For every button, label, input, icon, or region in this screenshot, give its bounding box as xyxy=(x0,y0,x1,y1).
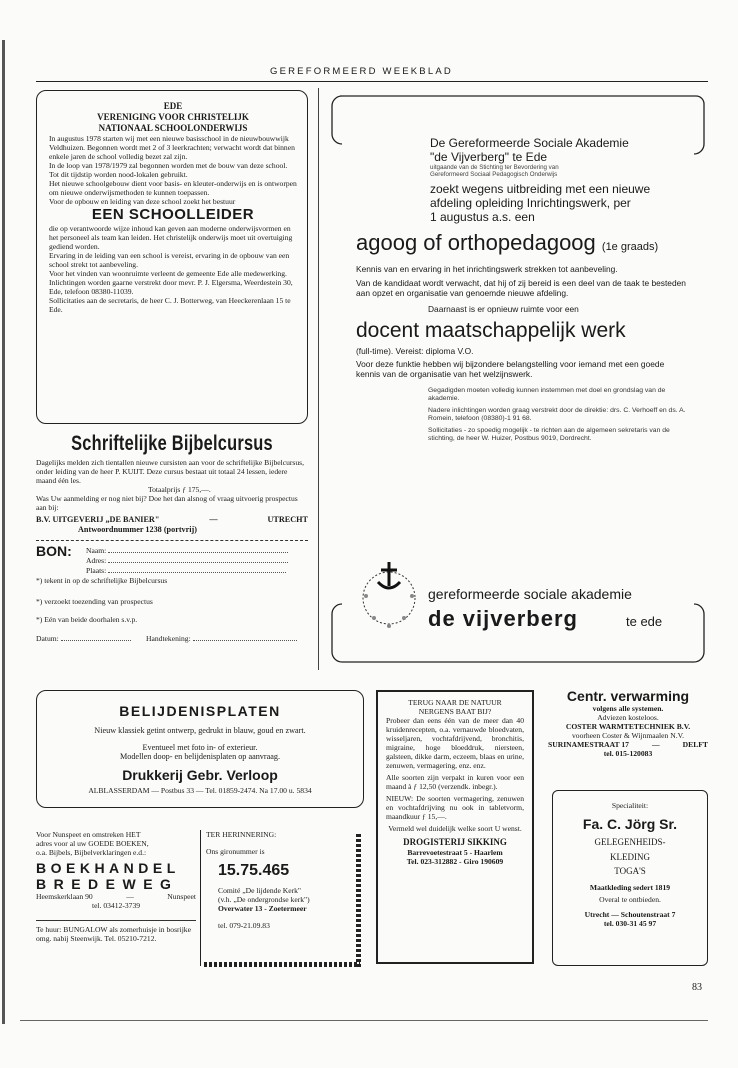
datum-field[interactable] xyxy=(36,633,131,643)
akademie-intro-2: "de Vijverberg" te Ede xyxy=(430,150,548,164)
akademie-logo-name: de vijverberg xyxy=(428,606,578,631)
boekhandel-intro: Voor Nunspeet en omstreken HET xyxy=(36,830,141,839)
adres-field[interactable] xyxy=(86,555,288,565)
boekhandel-rule xyxy=(36,920,196,921)
ede-para: Voor het vinden van woonruimte verleent de gemeente Ede alle medewerking. xyxy=(49,269,287,278)
adres-label: Adres: xyxy=(86,556,107,566)
natuur-heading-2: NERGENS BAAT BIJ? xyxy=(418,707,492,716)
cursus-city: UTRECHT xyxy=(267,515,308,524)
ede-para: Het nieuwe schoolgebouw dient voor basis- en kleuter-onderwijs en is ontworpen om nieuwe onderwijsmethoden te kunnen toepassen. xyxy=(49,179,297,197)
page-left-edge xyxy=(2,40,5,1024)
verwarming-phone: tel. 015-120083 xyxy=(603,749,653,758)
akademie-para: Kennis van en ervaring in het inrichtingswerk strekken tot aanbeveling. xyxy=(356,264,618,274)
akademie-logo-icon xyxy=(356,556,426,636)
verwarming-dash: — xyxy=(652,740,660,749)
bon-label: BON: xyxy=(36,543,72,560)
belijdenis-title: BELIJDENISPLATEN xyxy=(119,703,281,719)
natuur-heading-1: TERUG NAAR DE NATUUR xyxy=(408,698,502,707)
plaats-label: Plaats: xyxy=(86,566,107,576)
job-1-title: agoog of orthopedagoog xyxy=(356,230,596,255)
verwarming-title: Centr. verwarming xyxy=(566,688,690,704)
boekhandel-city: Nunspeet xyxy=(167,892,196,901)
naam-field[interactable] xyxy=(86,545,288,555)
header-rule xyxy=(36,81,708,82)
akademie-small-2: Gereformeerd Sociaal Pedagogisch Onderwijs xyxy=(430,171,558,178)
page-number: 83 xyxy=(692,982,702,993)
jorg-spec: Specialiteit: xyxy=(611,801,649,810)
handtekening-label: Handtekening: xyxy=(146,634,191,644)
ede-job-title: EEN SCHOOLLEIDER xyxy=(91,206,255,223)
jorg-name: Fa. C. Jörg Sr. xyxy=(582,816,678,832)
boekhandel-address xyxy=(36,892,196,901)
verwarming-street: SURINAMESTRAAT 17 xyxy=(548,740,629,749)
jorg-line: Maatkleding sedert 1819 xyxy=(589,882,671,892)
ede-para: Sollicitaties aan de secretaris, de heer C. J. Botterweg, van Heeckerenlaan 15 te Ede. xyxy=(49,296,291,314)
boekhandel-ad xyxy=(36,830,196,943)
cursus-price: Totaalprijs ƒ 175,—. xyxy=(148,485,211,494)
ede-heading xyxy=(49,101,297,134)
akademie-intro-1: De Gereformeerde Sociale Akademie xyxy=(430,136,629,150)
akademie-para: Van de kandidaat wordt verwacht, dat hij of zij bereid is een deel van de taak te besteden aan opzet en organisatie van genoemde nieuwe afdeling. xyxy=(356,278,686,298)
boekhandel-divider xyxy=(200,830,201,966)
akademie-para: Voor deze funktie hebben wij bijzondere belangstelling voor iemand met een goede kennis van de organisatie van het welzijnswerk. xyxy=(356,359,665,379)
akademie-seek-2: afdeling opleiding Inrichtingswerk, per xyxy=(430,196,631,210)
ede-para: In de loop van 1978/1979 zal begonnen worden met de bouw van deze school. Tot dit tijdstip worden nood-lokalen gebruikt. xyxy=(49,161,288,179)
bungalow-ad: Te huur: BUNGALOW als zomerhuisje in bosrijke omg. nabij Steenwijk. Tel. 05210-7212. xyxy=(36,925,191,943)
jorg-city: Utrecht xyxy=(584,909,610,919)
verwarming-line: volgens alle systemen. xyxy=(592,704,664,713)
akademie-logo-line: gereformeerde sociale akademie xyxy=(428,586,632,602)
akademie-small-para: Gegadigden moeten volledig kunnen instemmen met doel en grondslag van de akademie. xyxy=(428,387,666,403)
belijdenis-address: ALBLASSERDAM — Postbus 33 — Tel. 01859-2474. Na 17.00 u. 5834 xyxy=(88,785,312,795)
verwarming-line: voorheen Coster & Wijnmaalen N.V. xyxy=(571,731,685,740)
jorg-phone: tel. 030-31 45 97 xyxy=(603,918,657,928)
drogisterij-phone: Tel. 023-312882 - Giro 190609 xyxy=(406,856,504,866)
herinnering-title: TER HERINNERING: xyxy=(206,830,277,839)
drogisterij-ad xyxy=(376,690,534,964)
ede-para: Voor de opbouw en leiding van deze school zoekt het bestuur xyxy=(49,197,236,206)
belijdenis-printer: Drukkerij Gebr. Verloop xyxy=(122,766,278,783)
belijdenis-line: Nieuw klassiek getint ontwerp, gedrukt in blauw, goud en zwart. xyxy=(94,726,306,735)
akademie-para: Daarnaast is er opnieuw ruimte voor een xyxy=(428,304,579,314)
boekhandel-street: Heemskerklaan 90 xyxy=(36,892,93,901)
akademie-logo-suffix: te ede xyxy=(626,614,663,629)
ede-para: Ervaring in de leiding van een school is vereist, ervaring in de opbouw van een school strekt tot aanbeveling. xyxy=(49,251,290,269)
boekhandel-intro: adres voor al uw GOEDE BOEKEN, xyxy=(36,839,149,848)
akademie-job-1 xyxy=(356,230,686,260)
herinnering-line: Overwater 13 - Zoetermeer xyxy=(218,904,307,913)
jorg-address xyxy=(557,910,703,919)
belijdenis-line: Eventueel met foto in- of exterieur. xyxy=(142,742,258,752)
jorg-street: Schoutenstraat 7 xyxy=(620,909,676,919)
herinnering-line: Ons gironummer is xyxy=(206,847,265,856)
page-bottom-edge xyxy=(20,1020,708,1021)
akademie-small-block xyxy=(356,387,686,443)
verwarming-line: Adviezen kosteloos. xyxy=(597,713,659,722)
herinnering-border-right xyxy=(356,834,361,968)
ede-para: In augustus 1978 starten wij met een nieuwe basisschool in de nieuwbouwwijk Veldhuizen. Begonnen wordt met 2 of 3 leerkrachten; verwacht wordt dat binnen enkele jaren de school volledig bezet zal zijn. xyxy=(49,134,295,161)
akademie-ad xyxy=(356,136,686,443)
herinnering-border-bottom xyxy=(204,962,360,967)
herinnering-phone: tel. 079-21.09.83 xyxy=(218,921,270,930)
verwarming-city: DELFT xyxy=(682,740,708,749)
verwarming-ad xyxy=(544,688,712,758)
coupon xyxy=(36,541,308,649)
jorg-line: KLEDING xyxy=(610,851,650,862)
verwarming-address xyxy=(544,740,712,749)
option-1[interactable]: *) tekent in op de schriftelijke Bijbelcursus xyxy=(36,576,168,586)
jorg-line: TOGA'S xyxy=(614,866,646,877)
job-1-suffix: (1e graads) xyxy=(601,241,659,253)
cursus-publisher: B.V. UITGEVERIJ „DE BANIER" xyxy=(36,515,160,524)
page-header: GEREFORMEERD WEEKBLAD xyxy=(270,66,453,77)
belijdenis-line: Modellen doop- en belijdenisplaten op aanvraag. xyxy=(119,752,281,762)
akademie-small-para: Sollicitaties - zo spoedig mogelijk - te richten aan de algemeen sekretaris van de stichting, de heer W. Huizer, Postbus 9019, Dordrecht. xyxy=(428,426,670,443)
akademie-job-2: docent maatschappelijk werk xyxy=(356,319,626,342)
cursus-antwoord: Antwoordnummer 1238 (portvrij) xyxy=(78,524,198,534)
ede-heading-1: EDE xyxy=(163,101,183,111)
cursus-title: Schriftelijke Bijbelcursus xyxy=(71,432,273,455)
natuur-para: Vermeld wel duidelijk welke soort U wenst. xyxy=(388,824,522,833)
datum-label: Datum: xyxy=(36,634,59,644)
herinnering-giro: 15.75.465 xyxy=(218,862,290,879)
belijdenis-ad xyxy=(36,690,364,808)
ede-school-ad xyxy=(36,90,308,424)
akademie-intro xyxy=(356,136,686,224)
plaats-field[interactable] xyxy=(86,565,286,575)
cursus-publisher-line xyxy=(36,515,308,525)
akademie-para: (full-time). Vereist: diploma V.O. xyxy=(356,346,474,356)
herinnering-ad xyxy=(206,830,356,930)
ede-heading-3: NATIONAAL SCHOOLONDERWIJS xyxy=(98,123,248,133)
boekhandel-name-1: BOEKHANDEL xyxy=(36,860,180,876)
akademie-seek-3: 1 augustus a.s. een xyxy=(430,210,535,224)
bijbelcursus-ad xyxy=(36,432,308,649)
boekhandel-name-2: BREDEWEG xyxy=(36,876,179,892)
ede-para: Inlichtingen worden gaarne verstrekt door mevr. P. J. Elgersma, Weerdestein 30, Ede, telefoon 08380-11039. xyxy=(49,278,293,296)
option-note: *) Eén van beide doorhalen s.v.p. xyxy=(36,615,138,625)
herinnering-line: Comité „De lijdende Kerk" xyxy=(218,886,302,895)
cursus-dash: — xyxy=(209,515,218,524)
ede-heading-2: VERENIGING VOOR CHRISTELIJK xyxy=(97,112,249,122)
drogisterij-address: Barrevoetestraat 5 - Haarlem xyxy=(407,847,503,857)
natuur-para: Alle soorten zijn verpakt in kuren voor een maand à ƒ 12,50 (verzendk. inbegr.). xyxy=(386,773,524,791)
option-2[interactable]: *) verzoekt toezending van prospectus xyxy=(36,597,153,607)
ede-para: die op verantwoorde wijze inhoud kan geven aan moderne onderwijsvormen en het personeel als team kan leiden. Het christelijk onderwijs moet uit overtuiging gediend worden. xyxy=(49,224,293,251)
natuur-para: Probeer dan eens één van de meer dan 40 kruidenrecepten, o.a. vernauwde bloedvaten, wisseljaren, vochtafdrijvend, bronchitis, migraine, hoge bloeddruk, niersteen, galsteen, dikke darm, eczeem, blaas en urine, zenuwen, vermagering, enz. enz. xyxy=(386,716,524,770)
natuur-para: NIEUW: De soorten vermagering, zenuwen en vochtafdrijving nu ook in tabletvorm, maandkuur ƒ 15,—. xyxy=(386,794,524,821)
akademie-seek-1: zoekt wegens uitbreiding met een nieuwe xyxy=(430,182,651,196)
jorg-ad xyxy=(552,790,708,966)
cursus-para: Was Uw aanmelding er nog niet bij? Doe het dan alsnog of vraag uitvoerig prospectus aan bij: xyxy=(36,494,298,512)
boekhandel-intro: o.a. Bijbels, Bijbelverklaringen e.d.: xyxy=(36,848,147,857)
jorg-line: Overal te ontbieden. xyxy=(599,894,661,904)
boekhandel-phone: tel. 03412-3739 xyxy=(91,901,141,910)
handtekening-field[interactable] xyxy=(146,633,297,643)
boekhandel-dash: — xyxy=(126,892,134,901)
drogisterij-name: DROGISTERIJ SIKKING xyxy=(403,837,507,847)
column-divider xyxy=(318,88,319,670)
herinnering-line: (v.h. „De ondergrondse kerk") xyxy=(218,895,310,904)
verwarming-line: COSTER WARMTETECHNIEK B.V. xyxy=(565,722,691,731)
naam-label: Naam: xyxy=(86,546,107,556)
jorg-line: GELEGENHEIDS- xyxy=(594,837,666,847)
jorg-dash: — xyxy=(611,909,619,919)
cursus-para: Dagelijks melden zich tientallen nieuwe cursisten aan voor de schriftelijke Bijbelcursus, onder leiding van de heer P. KUIJT. Deze cursus bestaat uit totaal 24 lessen, iedere maand één les. xyxy=(36,458,305,485)
akademie-small-para: Nadere inlichtingen worden graag verstrekt door de direktie: drs. C. Verhoeff en ds. A. Romein, telefoon (08380)-1 91 68. xyxy=(428,406,686,423)
akademie-small-1: uitgaande van de Stichting ter Bevordering van xyxy=(430,164,559,171)
